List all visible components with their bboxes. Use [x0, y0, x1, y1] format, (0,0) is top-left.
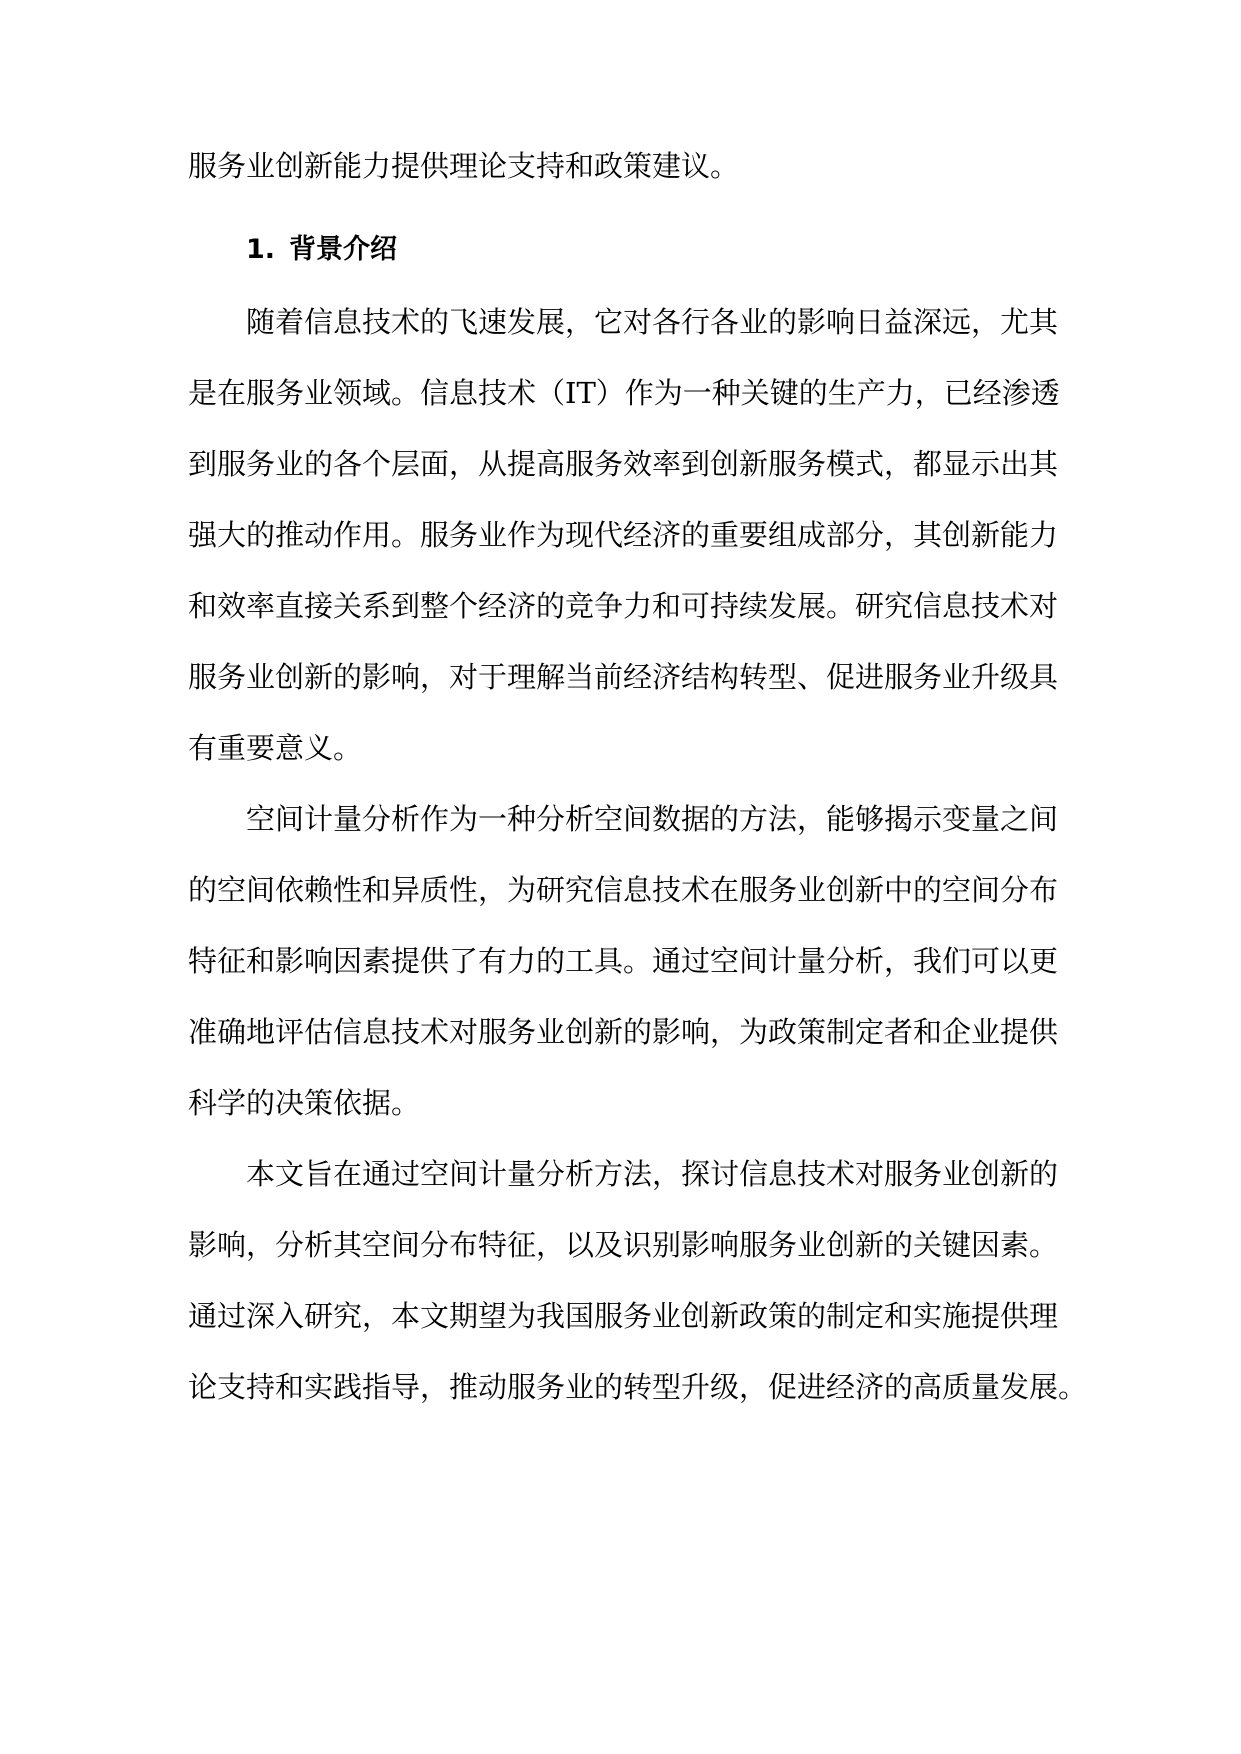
paragraph-line: 随着信息技术的飞速发展，它对各行各业的影响日益深远，尤其: [246, 305, 1059, 339]
paragraph-line: 本文旨在通过空间计量分析方法，探讨信息技术对服务业创新的: [246, 1157, 1059, 1191]
paragraph-line: 影响，分析其空间分布特征，以及识别影响服务业创新的关键因素。: [188, 1228, 1059, 1262]
paragraph-line: 论支持和实践指导，推动服务业的转型升级，促进经济的高质量发展。: [188, 1370, 1088, 1404]
paragraph-line: 通过深入研究，本文期望为我国服务业创新政策的制定和实施提供理: [188, 1299, 1059, 1333]
paragraph-line: 是在服务业领域。信息技术（IT）作为一种关键的生产力，已经渗透: [188, 376, 1060, 410]
paragraph-line: 科学的决策依据。: [188, 1086, 421, 1120]
paragraph-line: 有重要意义。: [188, 731, 363, 765]
opening-line: 服务业创新能力提供理论支持和政策建议。: [188, 149, 740, 183]
paragraph-line: 特征和影响因素提供了有力的工具。通过空间计量分析，我们可以更: [188, 944, 1059, 978]
section-heading: [246, 232, 397, 268]
section-number: 1.: [246, 234, 276, 265]
paragraph-line: 和效率直接关系到整个经济的竞争力和可持续发展。研究信息技术对: [188, 589, 1059, 623]
paragraph-line: 强大的推动作用。服务业作为现代经济的重要组成部分，其创新能力: [188, 518, 1059, 552]
paragraph-line: 服务业创新的影响，对于理解当前经济结构转型、促进服务业升级具: [188, 660, 1059, 694]
paragraph-line: 空间计量分析作为一种分析空间数据的方法，能够揭示变量之间: [246, 802, 1059, 836]
paragraph-line: 到服务业的各个层面，从提高服务效率到创新服务模式，都显示出其: [188, 447, 1059, 481]
paragraph-line: 的空间依赖性和异质性，为研究信息技术在服务业创新中的空间分布: [188, 873, 1059, 907]
paragraph-line: 准确地评估信息技术对服务业创新的影响，为政策制定者和企业提供: [188, 1015, 1059, 1049]
section-title: 背景介绍: [289, 234, 398, 265]
